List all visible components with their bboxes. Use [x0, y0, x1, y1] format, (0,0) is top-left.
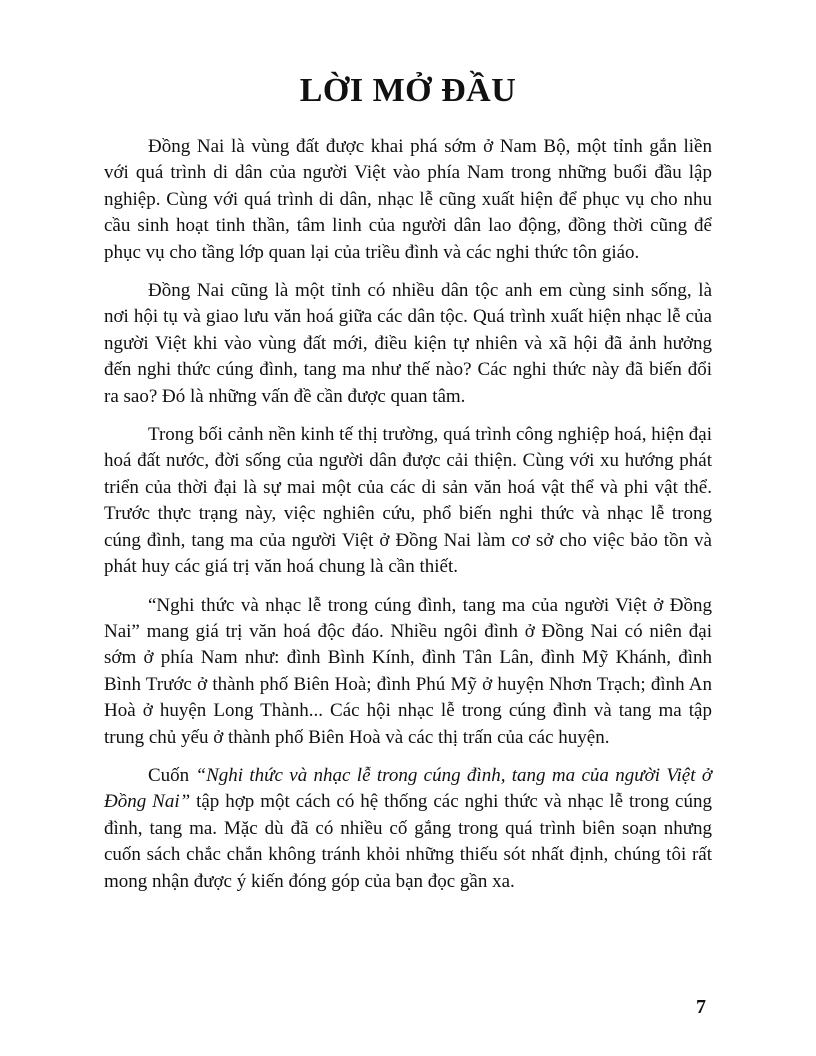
- paragraph-3: Trong bối cảnh nền kinh tế thị trường, quá trình công nghiệp hoá, hiện đại hoá đất nước, đời sống của người dân được cải thiện. Cùng với xu hướng phát triển của thời đại là sự mai một của các di sản văn hoá vật thể và phi vật thể. Trước thực trạng này, việc nghiên cứu, phổ biến nghi thức và nhạc lễ trong cúng đình, tang ma của người Việt ở Đồng Nai làm cơ sở cho việc bảo tồn và phát huy các giá trị văn hoá chung là cần thiết.: [104, 424, 712, 578]
- page-title: LỜI MỞ ĐẦU: [299, 72, 517, 109]
- paragraph-4: “Nghi thức và nhạc lễ trong cúng đình, tang ma của người Việt ở Đồng Nai” mang giá trị văn hoá độc đáo. Nhiều ngôi đình ở Đồng Nai có niên đại sớm ở phía Nam như: đình Bình Kính, đình Tân Lân, đình Mỹ Khánh, đình Bình Trước ở thành phố Biên Hoà; đình Phú Mỹ ở huyện Nhơn Trạch; đình An Hoà ở huyện Long Thành... Các hội nhạc lễ trong cúng đình và tang ma tập trung chủ yếu ở thành phố Biên Hoà và các thị trấn của các huyện.: [104, 594, 712, 748]
- paragraph-5-suffix: tập hợp một cách có hệ thống các nghi thức và nhạc lễ trong cúng đình, tang ma. Mặc dù đã có nhiều cố gắng trong quá trình biên soạn nhưng cuốn sách chắc chắn không tránh khỏi những thiếu sót nhất định, chúng tôi rất mong nhận được ý kiến đóng góp của bạn đọc gần xa.: [104, 791, 712, 892]
- paragraph-2: Đồng Nai cũng là một tỉnh có nhiều dân tộc anh em cùng sinh sống, là nơi hội tụ và giao lưu văn hoá giữa các dân tộc. Quá trình xuất hiện nhạc lễ của người Việt khi vào vùng đất mới, điều kiện tự nhiên và xã hội đã ảnh hưởng đến nghi thức cúng đình, tang ma như thế nào? Các nghi thức này đã biến đổi ra sao? Đó là những vấn đề cần được quan tâm.: [104, 280, 712, 407]
- page-number: 7: [696, 996, 706, 1018]
- book-title-italic: “Nghi thức và nhạc lễ trong cúng đình, tang ma của người Việt ở Đồng Nai”: [104, 764, 712, 813]
- paragraph-1: Đồng Nai là vùng đất được khai phá sớm ở Nam Bộ, một tỉnh gắn liền với quá trình di dân của người Việt vào phía Nam trong những buổi đầu lập nghiệp. Cùng với quá trình di dân, nhạc lễ cũng xuất hiện để phục vụ cho nhu cầu sinh hoạt tinh thần, tâm linh của người dân lao động, đồng thời cũng để phục vụ cho tầng lớp quan lại của triều đình và các nghi thức tôn giáo.: [104, 136, 712, 263]
- paragraph-5: [104, 763, 712, 895]
- body-text: [104, 134, 712, 907]
- paragraph-5-prefix: Cuốn: [148, 764, 196, 786]
